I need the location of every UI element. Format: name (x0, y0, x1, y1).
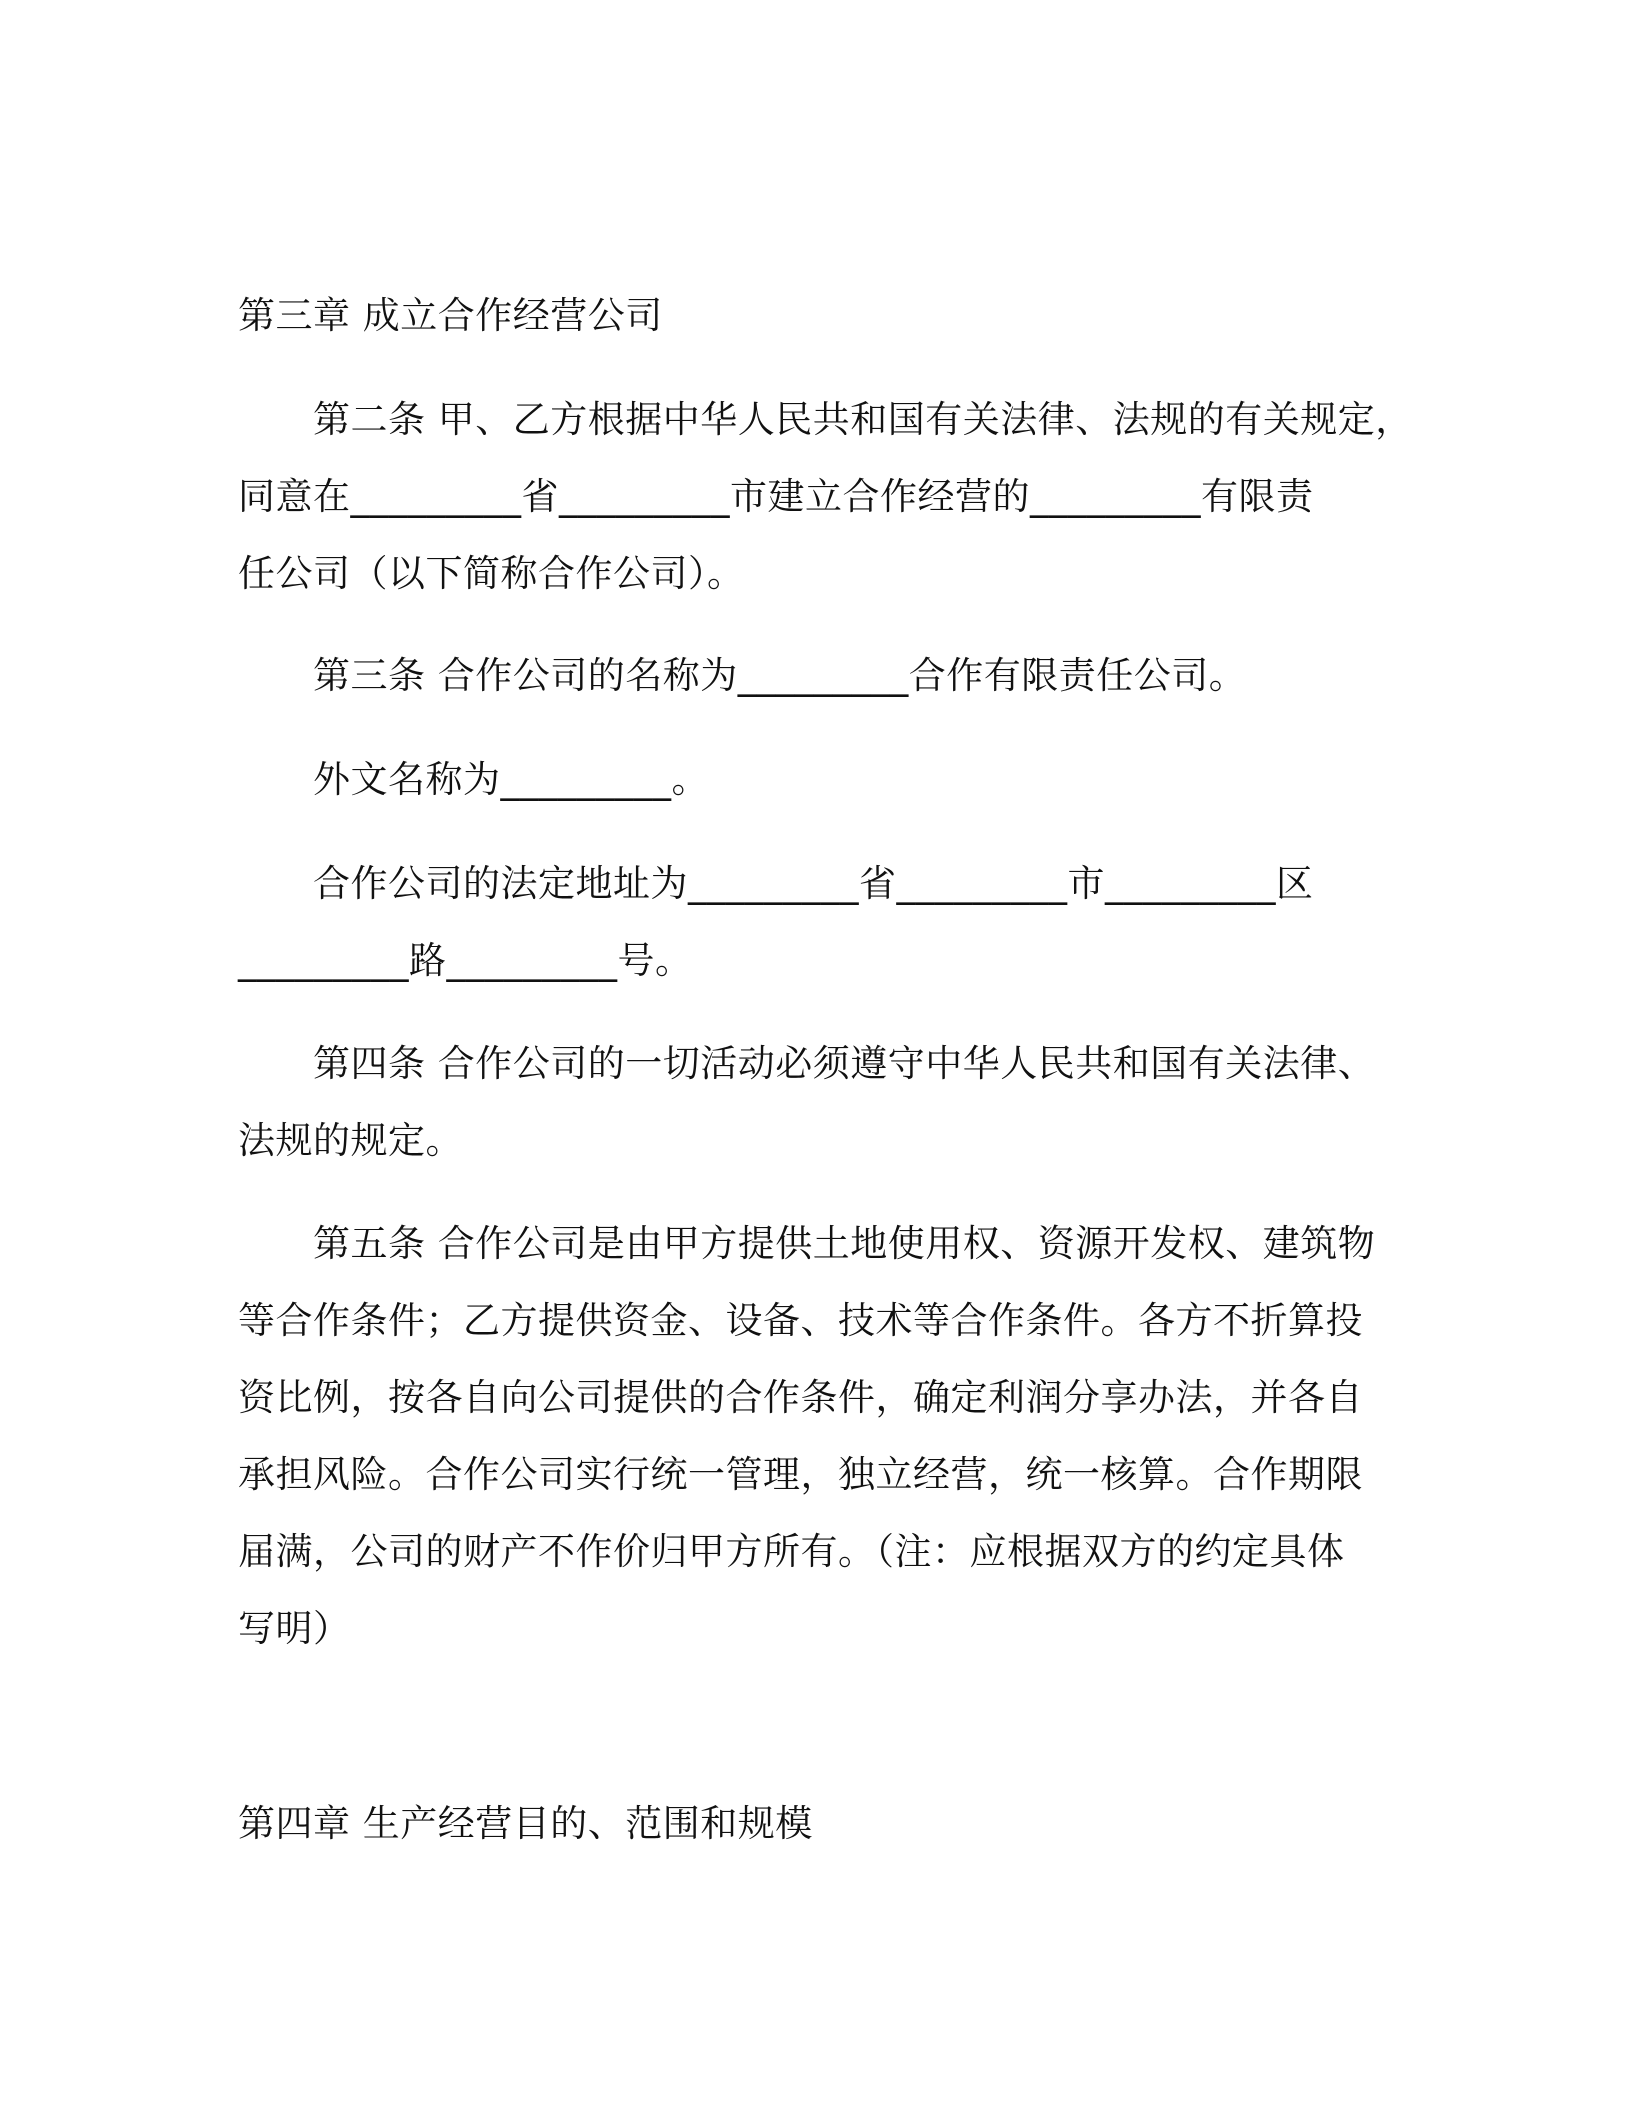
article-5-line-4: 承担风险。合作公司实行统一管理，独立经营，统一核算。合作期限 (238, 1453, 1363, 1496)
article-5-line-3: 资比例，按各自向公司提供的合作条件，确定利润分享办法，并各自 (238, 1376, 1363, 1419)
address-line-2: _________路_________号。 (238, 939, 693, 982)
article-2-line-2: 同意在_________省_________市建立合作经营的_________有限责 (238, 475, 1314, 518)
article-5-line-6: 写明） (238, 1607, 351, 1650)
article-4-line-2: 法规的规定。 (238, 1119, 463, 1162)
chapter-3-heading: 第三章 成立合作经营公司 (238, 294, 663, 337)
article-4-line-1: 第四条 合作公司的一切活动必须遵守中华人民共和国有关法律、 (313, 1042, 1376, 1085)
article-5-line-2: 等合作条件；乙方提供资金、设备、技术等合作条件。各方不折算投 (238, 1299, 1363, 1342)
article-2-line-3: 任公司（以下简称合作公司）。 (238, 552, 745, 595)
article-2-line-1: 第二条 甲、乙方根据中华人民共和国有关法律、法规的有关规定， (313, 398, 1413, 441)
address-line-1: 合作公司的法定地址为_________省_________市_________区 (313, 862, 1314, 905)
article-3-line-1: 第三条 合作公司的名称为_________合作有限责任公司。 (313, 654, 1247, 697)
article-5-line-5: 届满，公司的财产不作价归甲方所有。（注：应根据双方的约定具体 (238, 1530, 1345, 1573)
foreign-name-line: 外文名称为_________。 (313, 758, 709, 801)
article-5-line-1: 第五条 合作公司是由甲方提供土地使用权、资源开发权、建筑物 (313, 1222, 1376, 1265)
chapter-4-heading: 第四章 生产经营目的、范围和规模 (238, 1802, 813, 1845)
